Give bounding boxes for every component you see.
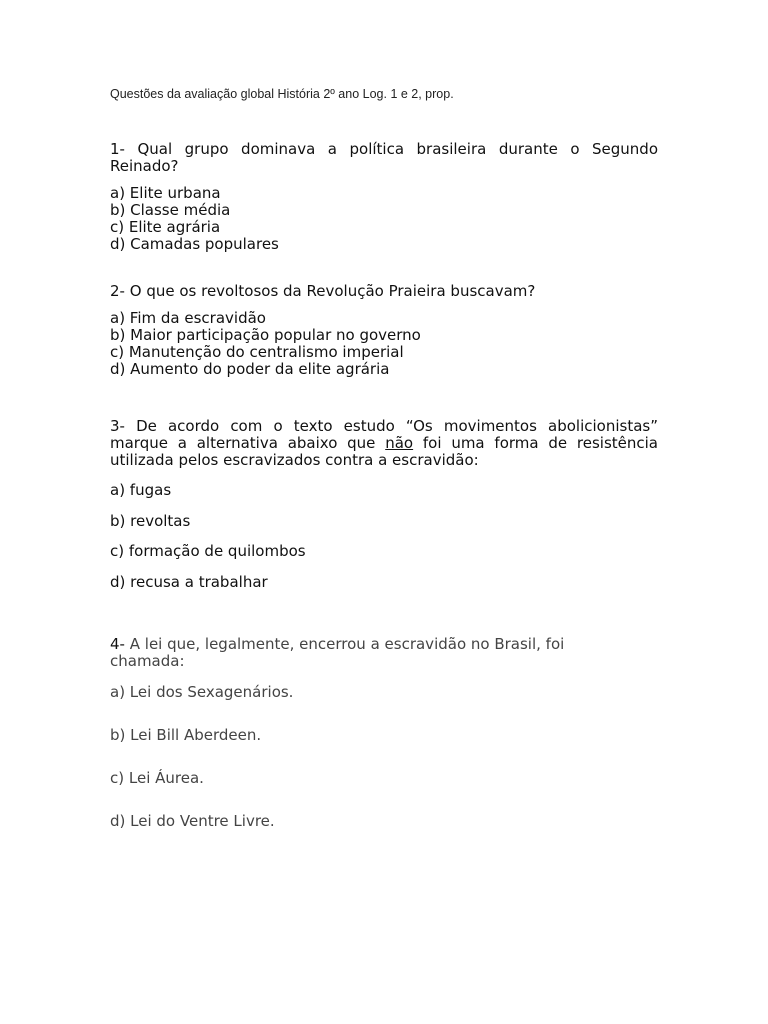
- option-d: d) Aumento do poder da elite agrária: [110, 360, 390, 378]
- question-3: [110, 418, 658, 604]
- question-1-text: [110, 141, 658, 175]
- question-3-options: [110, 482, 658, 591]
- question-4-text: [110, 636, 590, 670]
- question-prompt: O que os revoltosos da Revolução Praieira buscavam?: [129, 282, 536, 300]
- option-d: d) Lei do Ventre Livre.: [110, 812, 275, 830]
- question-2: [110, 283, 658, 378]
- question-3-text: [110, 418, 658, 469]
- question-1-options: [110, 185, 658, 253]
- question-number: 4-: [110, 635, 125, 653]
- question-prompt-end: foi uma forma de resistência utilizada pelos escravizados contra a escravidão:: [110, 434, 658, 469]
- option-a: a) Elite urbana: [110, 184, 221, 202]
- option-d: d) recusa a trabalhar: [110, 572, 268, 591]
- page-title: Questões da avaliação global História 2º ano Log. 1 e 2, prop.: [110, 87, 454, 101]
- option-d: d) Camadas populares: [110, 235, 279, 253]
- option-b: b) revoltas: [110, 511, 191, 530]
- question-prompt: A lei que, legalmente, encerrou a escravidão no Brasil, foi chamada:: [110, 635, 565, 670]
- option-a: a) Fim da escravidão: [110, 309, 266, 327]
- question-4: [110, 636, 590, 856]
- option-c: c) Manutenção do centralismo imperial: [110, 343, 404, 361]
- question-prompt: Qual grupo dominava a política brasileira durante o Segundo Reinado?: [110, 140, 658, 175]
- option-b: b) Lei Bill Aberdeen.: [110, 726, 262, 744]
- question-number: 1-: [110, 140, 125, 158]
- option-c: c) formação de quilombos: [110, 542, 306, 560]
- option-b: b) Maior participação popular no governo: [110, 326, 421, 344]
- option-a: a) fugas: [110, 481, 172, 499]
- question-2-text: [110, 283, 658, 300]
- question-number: 2-: [110, 282, 125, 300]
- option-c: c) Lei Áurea.: [110, 769, 204, 787]
- question-2-options: [110, 310, 658, 378]
- option-a: a) Lei dos Sexagenários.: [110, 683, 294, 701]
- question-prompt-start: De acordo com o texto estudo “Os movimentos abolicionistas” marque a alternativa abaixo que: [110, 417, 658, 452]
- option-b: b) Classe média: [110, 201, 231, 219]
- question-1: [110, 141, 658, 253]
- question-number: 3-: [110, 417, 125, 435]
- question-emphasis: não: [385, 434, 414, 452]
- option-c: c) Elite agrária: [110, 218, 221, 236]
- question-4-options: [110, 684, 590, 830]
